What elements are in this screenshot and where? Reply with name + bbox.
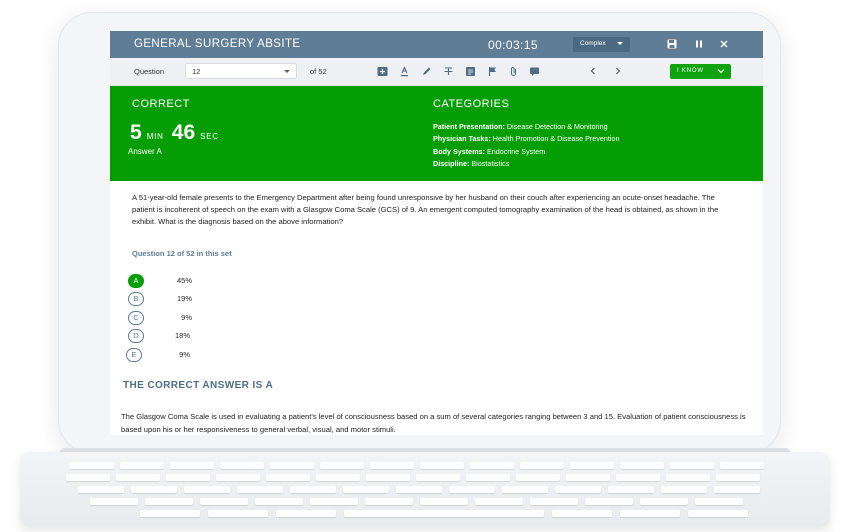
- keyboard-key: [365, 498, 413, 505]
- keyboard-key: [616, 474, 660, 481]
- keyboard-key: [416, 474, 460, 481]
- choice-percent: 19%: [176, 294, 192, 303]
- categories-heading: CATEGORIES: [433, 98, 510, 110]
- choice-percent: 9%: [181, 313, 192, 322]
- keyboard-key: [220, 462, 264, 469]
- keyboard-key: [290, 486, 336, 493]
- category-item: Body Systems: Endocrine System: [433, 146, 546, 156]
- keyboard-key: [131, 486, 177, 493]
- category-item: Discipline: Biostatistics: [433, 158, 510, 168]
- keyboard-key: [666, 474, 710, 481]
- choice-letter: C: [128, 311, 144, 325]
- keyboard-key: [320, 462, 364, 469]
- keyboard-key: [343, 486, 389, 493]
- keyboard-key: [688, 510, 748, 517]
- result-status: CORRECT: [132, 98, 190, 110]
- question-stem: A 51-year-old female presents to the Emergency Department after being found unresponsive by her husband on their couch after experiencing an ocute-onset headache. The patient is incoherent of speech on the exam with a Glasgow Coma Scale (GCS) of 9. An emergent computed tomography examination of the head is obtained, as shown in the exhibit. What is the diagnosis based on the above information?: [132, 193, 719, 227]
- keyboard-key: [670, 462, 714, 469]
- keyboard-key: [310, 498, 358, 505]
- keyboard-key: [695, 498, 743, 505]
- keyboard-key: [370, 462, 414, 469]
- keyboard-key: [716, 474, 760, 481]
- keyboard-key: [170, 462, 214, 469]
- keyboard-key: [555, 486, 601, 493]
- exam-timer: 00:03:15: [488, 38, 538, 52]
- keyboard-key: [475, 498, 523, 505]
- keyboard-key: [620, 462, 664, 469]
- correct-answer-heading: THE CORRECT ANSWER IS A: [123, 380, 274, 391]
- keyboard-key: [396, 486, 442, 493]
- keyboard-key: [552, 510, 612, 517]
- minutes-unit: MIN: [146, 132, 164, 141]
- close-icon[interactable]: [719, 39, 729, 49]
- minutes-value: 5: [130, 121, 142, 144]
- keyboard-key: [470, 462, 514, 469]
- categories-list: [433, 121, 619, 170]
- keyboard-key: [70, 462, 114, 469]
- keyboard-key: [276, 510, 336, 517]
- answer-label: Answer A: [128, 147, 162, 156]
- seconds-unit: SEC: [200, 132, 219, 141]
- question-select[interactable]: [185, 63, 297, 79]
- keyboard-key: [116, 474, 160, 481]
- choice-percent: 9%: [179, 350, 190, 359]
- keyboard-key: [620, 510, 680, 517]
- keyboard-key: [184, 486, 230, 493]
- keyboard-key: [90, 498, 138, 505]
- keyboard-key: [585, 498, 633, 505]
- keyboard-key: [270, 462, 314, 469]
- keyboard-key: [466, 474, 510, 481]
- notes-icon[interactable]: [465, 66, 476, 77]
- question-select-value: 12: [192, 67, 201, 76]
- previous-question-icon[interactable]: [588, 66, 598, 76]
- title-bar: [110, 31, 763, 58]
- keyboard-key: [566, 474, 610, 481]
- keyboard-key: [516, 474, 560, 481]
- mode-dropdown-value: Complex: [580, 40, 606, 47]
- choice-letter: B: [128, 292, 144, 306]
- chevron-down-icon: [717, 68, 725, 74]
- keyboard-key: [255, 498, 303, 505]
- next-question-icon[interactable]: [613, 66, 623, 76]
- keyboard-key: [520, 462, 564, 469]
- keyboard-key: [120, 462, 164, 469]
- choice-letter: E: [126, 348, 142, 362]
- keyboard-key: [316, 474, 360, 481]
- keyboard-key: [78, 486, 124, 493]
- seconds-value: 46: [171, 121, 196, 144]
- choice-letter: D: [128, 329, 144, 343]
- set-position: Question 12 of 52 in this set: [132, 249, 232, 258]
- keyboard-key: [502, 486, 548, 493]
- app-screen: [110, 31, 763, 435]
- comment-icon[interactable]: [529, 66, 540, 77]
- chevron-down-icon: [617, 42, 623, 45]
- text-underline-icon[interactable]: [399, 66, 410, 77]
- app-title: GENERAL SURGERY ABSITE: [134, 38, 301, 50]
- keyboard-key: [200, 498, 248, 505]
- choice-percent: 18%: [174, 331, 190, 340]
- keyboard-key: [145, 498, 193, 505]
- choice-percent: 45%: [176, 276, 192, 285]
- question-toolbar: [110, 58, 763, 86]
- keyboard-key: [237, 486, 283, 493]
- keyboard-key: [420, 498, 468, 505]
- keyboard-key: [449, 486, 495, 493]
- mode-dropdown[interactable]: [573, 37, 630, 52]
- choice-letter: A: [128, 274, 144, 288]
- keyboard-key: [366, 474, 410, 481]
- keyboard-key: [420, 462, 464, 469]
- keyboard-key: [266, 474, 310, 481]
- question-total: of 52: [310, 67, 327, 76]
- answer-explanation: The Glasgow Coma Scale is used in evaluating a patient's level of consciousness based on a sum of several categories ranging between 3 and 15. Evaluation of patient consciousness is based upon his or her responsiveness to general verbal, visual, and motor stimuli.: [121, 412, 746, 434]
- i-know-button[interactable]: [670, 64, 731, 79]
- strikethrough-icon[interactable]: [443, 66, 454, 77]
- keyboard-key: [166, 474, 210, 481]
- add-note-icon[interactable]: [377, 66, 388, 77]
- save-icon[interactable]: [667, 39, 677, 49]
- keyboard-key: [608, 486, 654, 493]
- i-know-label: I KNOW: [677, 68, 704, 74]
- keyboard-key: [530, 498, 578, 505]
- category-item: Patient Presentation: Disease Detection & Monitoring: [433, 122, 608, 131]
- question-label: Question: [134, 67, 165, 76]
- keyboard-key: [66, 474, 110, 481]
- keyboard-key: [208, 510, 268, 517]
- keyboard-key: [640, 498, 688, 505]
- keyboard-key: [720, 462, 764, 469]
- keyboard-key: [216, 474, 260, 481]
- flag-icon[interactable]: [487, 66, 498, 77]
- time-spent: [130, 121, 227, 145]
- keyboard-key: [344, 510, 544, 517]
- pause-icon[interactable]: [694, 39, 704, 49]
- keyboard-key: [140, 510, 200, 517]
- pencil-icon[interactable]: [421, 66, 432, 77]
- keyboard-key: [661, 486, 707, 493]
- result-panel: [110, 86, 763, 181]
- category-item: Physician Tasks: Health Promotion & Disease Prevention: [433, 134, 620, 144]
- keyboard-key: [714, 486, 760, 493]
- keyboard-key: [570, 462, 614, 469]
- attachment-icon[interactable]: [508, 66, 519, 77]
- chevron-down-icon: [284, 70, 290, 73]
